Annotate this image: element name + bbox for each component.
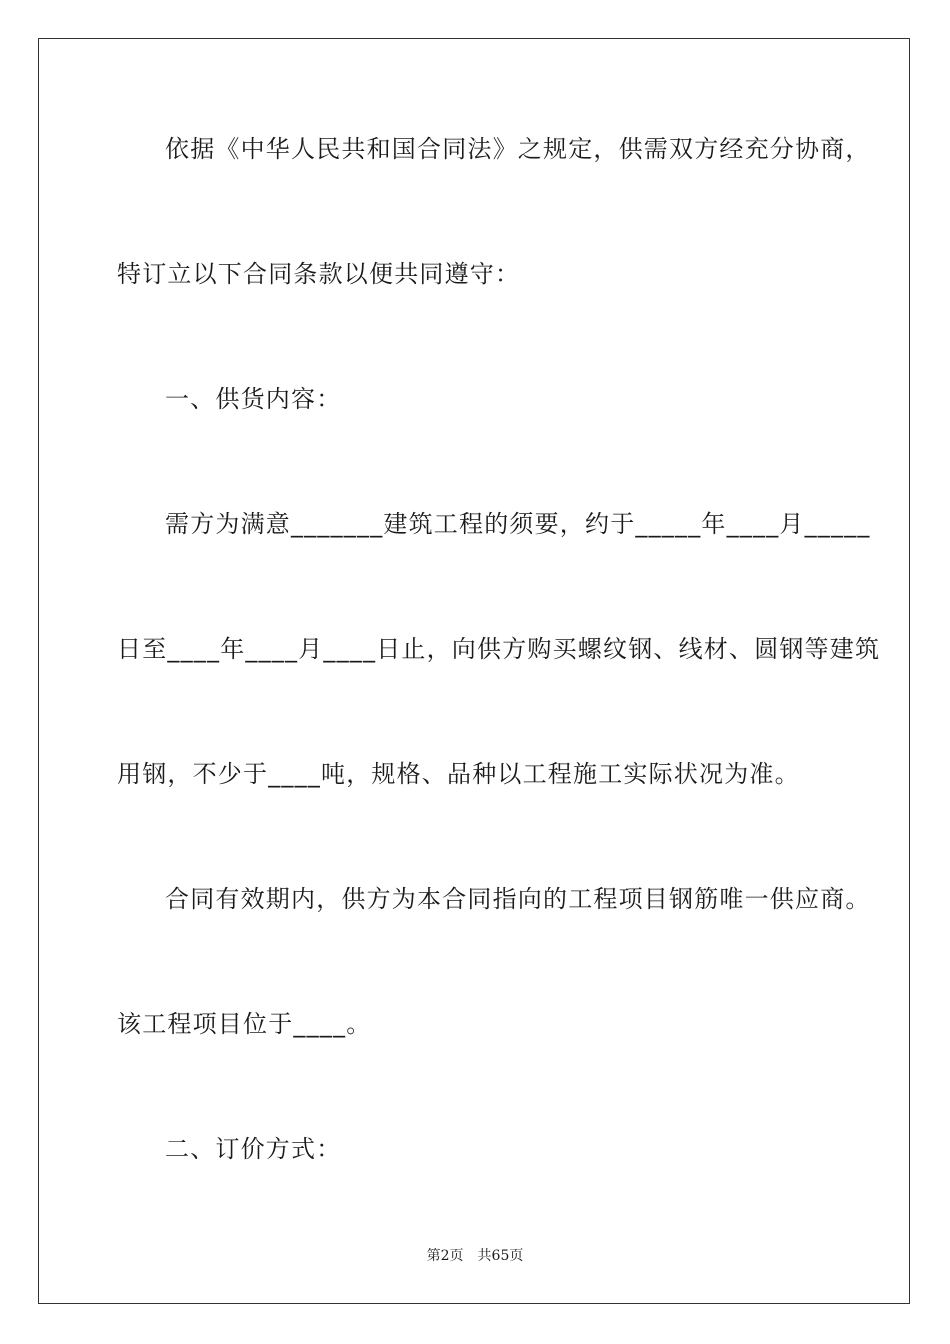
paragraph-line-6: 合同有效期内，供方为本合同指向的工程项目钢筋唯一供应商。: [165, 885, 871, 913]
section-heading-1: 一、供货内容：: [165, 385, 342, 413]
section-heading-2: 二、订价方式：: [165, 1135, 342, 1163]
page-number: 第2页: [426, 1248, 464, 1264]
paragraph-line-3: 需方为满意_______建筑工程的须要，约于_____年____月_____: [165, 510, 871, 538]
paragraph-line-4: 日至____年____月____日止，向供方购买螺纹钢、线材、圆钢等建筑: [117, 635, 881, 663]
page-footer: [0, 1247, 950, 1265]
paragraph-line-1: 依据《中华人民共和国合同法》之规定，供需双方经充分协商，: [165, 135, 871, 163]
page-border: [38, 38, 910, 1304]
paragraph-line-2: 特订立以下合同条款以便共同遵守：: [117, 260, 521, 288]
paragraph-line-7: 该工程项目位于____。: [117, 1010, 372, 1038]
page-total: 共65页: [477, 1248, 524, 1264]
paragraph-line-5: 用钢，不少于____吨，规格、品种以工程施工实际状况为准。: [117, 760, 800, 788]
